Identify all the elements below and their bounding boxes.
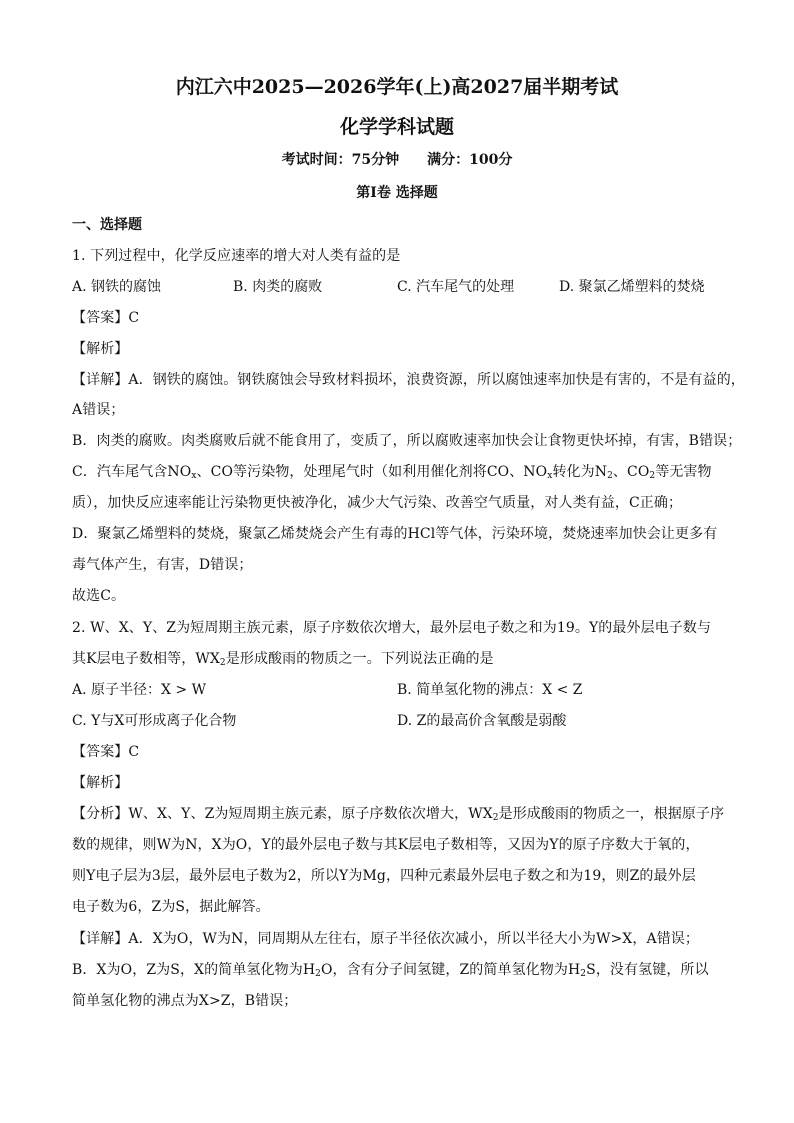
volume-title: 第Ⅰ卷 选择题 xyxy=(356,185,438,201)
subject-title: 化学学科试题 xyxy=(339,116,454,138)
q2-analysis-line: 则Y电子层为3层，最外层电子数为2，所以Y为Mg，四种元素最外层电子数之和为19，则Z的最外层 xyxy=(72,868,696,884)
q2-option-c: C. Y与X可形成离子化合物 xyxy=(72,713,237,729)
exam-info xyxy=(0,149,794,169)
exam-title: 内江六中2025—2026学年(上)高2027届半期考试 xyxy=(175,76,619,98)
q1-option-a: A. 钢铁的腐蚀 xyxy=(72,279,162,295)
q2-detail-line: 简单氢化物的沸点为X>Z，B错误； xyxy=(72,993,298,1009)
q2-analysis-label: 【解析】 xyxy=(72,775,129,791)
q2-option-b: B. 简单氢化物的沸点：X < Z xyxy=(397,682,583,698)
q2-answer: 【答案】C xyxy=(72,744,140,760)
q2-stem: 其K层电子数相等，$WX_2$是形成酸雨的物质之一。下列说法正确的是 xyxy=(72,651,494,668)
q2-detail-line: 【详解】A．X为O，W为N，同周期从左往右，原子半径依次减小，所以半径大小为W>X，A错误； xyxy=(72,931,699,947)
q2-analysis-line: 电子数为6，Z为S，据此解答。 xyxy=(72,899,270,915)
q2-stem: 2. W、X、Y、Z为短周期主族元素，原子序数依次增大，最外层电子数之和为19。Y的最外层电子数与 xyxy=(72,620,712,636)
time-label: 考试时间：75分钟 xyxy=(281,152,400,168)
q1-analysis-label: 【解析】 xyxy=(72,341,129,357)
q2-option-a: A. 原子半径：X > W xyxy=(72,682,206,698)
q2-detail-line: B．X为O，Z为S，X的简单氢化物为$H_2O$，含有分子间氢键，Z的简单氢化物为$H_2S$，没有氢键，所以 xyxy=(72,962,709,979)
q1-detail-line: 质），加快反应速率能让污染物更快被净化，减少大气污染、改善空气质量，对人类有益，C正确； xyxy=(72,495,683,511)
q1-option-d: D. 聚氯乙烯塑料的焚烧 xyxy=(559,279,705,295)
q1-stem: 1. 下列过程中，化学反应速率的增大对人类有益的是 xyxy=(72,248,401,264)
q1-detail-line: B．肉类的腐败。肉类腐败后就不能食用了，变质了，所以腐败速率加快会让食物更快坏掉，有害，B错误； xyxy=(72,433,742,449)
q1-conclusion: 故选C。 xyxy=(72,588,126,604)
q1-detail-line: 【详解】A．钢铁的腐蚀。钢铁腐蚀会导致材料损坏，浪费资源，所以腐蚀速率加快是有害的，不是有益的， xyxy=(72,372,745,388)
q2-option-d: D. Z的最高价含氧酸是弱酸 xyxy=(397,713,567,729)
q2-analysis-line: 【分析】W、X、Y、Z为短周期主族元素，原子序数依次增大，$WX_2$是形成酸雨的物质之一，根据原子序 xyxy=(72,806,725,823)
q1-detail-line: 毒气体产生，有害，D错误； xyxy=(72,557,253,573)
score-label: 满分：100分 xyxy=(427,152,513,168)
q1-detail-line: D．聚氯乙烯塑料的焚烧，聚氯乙烯焚烧会产生有毒的HCl等气体，污染环境，焚烧速率加快会让更多有 xyxy=(72,526,718,542)
q1-answer: 【答案】C xyxy=(72,310,140,326)
q2-analysis-line: 数的规律，则W为N，X为O，Y的最外层电子数与其K层电子数相等，又因为Y的原子序数大于氧的， xyxy=(72,837,700,853)
q1-detail-line: A错误； xyxy=(72,402,125,418)
q1-option-b: B. 肉类的腐败 xyxy=(233,279,323,295)
q1-option-c: C. 汽车尾气的处理 xyxy=(397,279,515,295)
section-heading: 一、选择题 xyxy=(72,217,142,233)
q1-detail-line: C．汽车尾气含$NO_x$、CO等污染物，处理尾气时（如利用催化剂将CO、$NO_x$转化为$N_2$、$CO_2$等无害物 xyxy=(72,464,712,481)
